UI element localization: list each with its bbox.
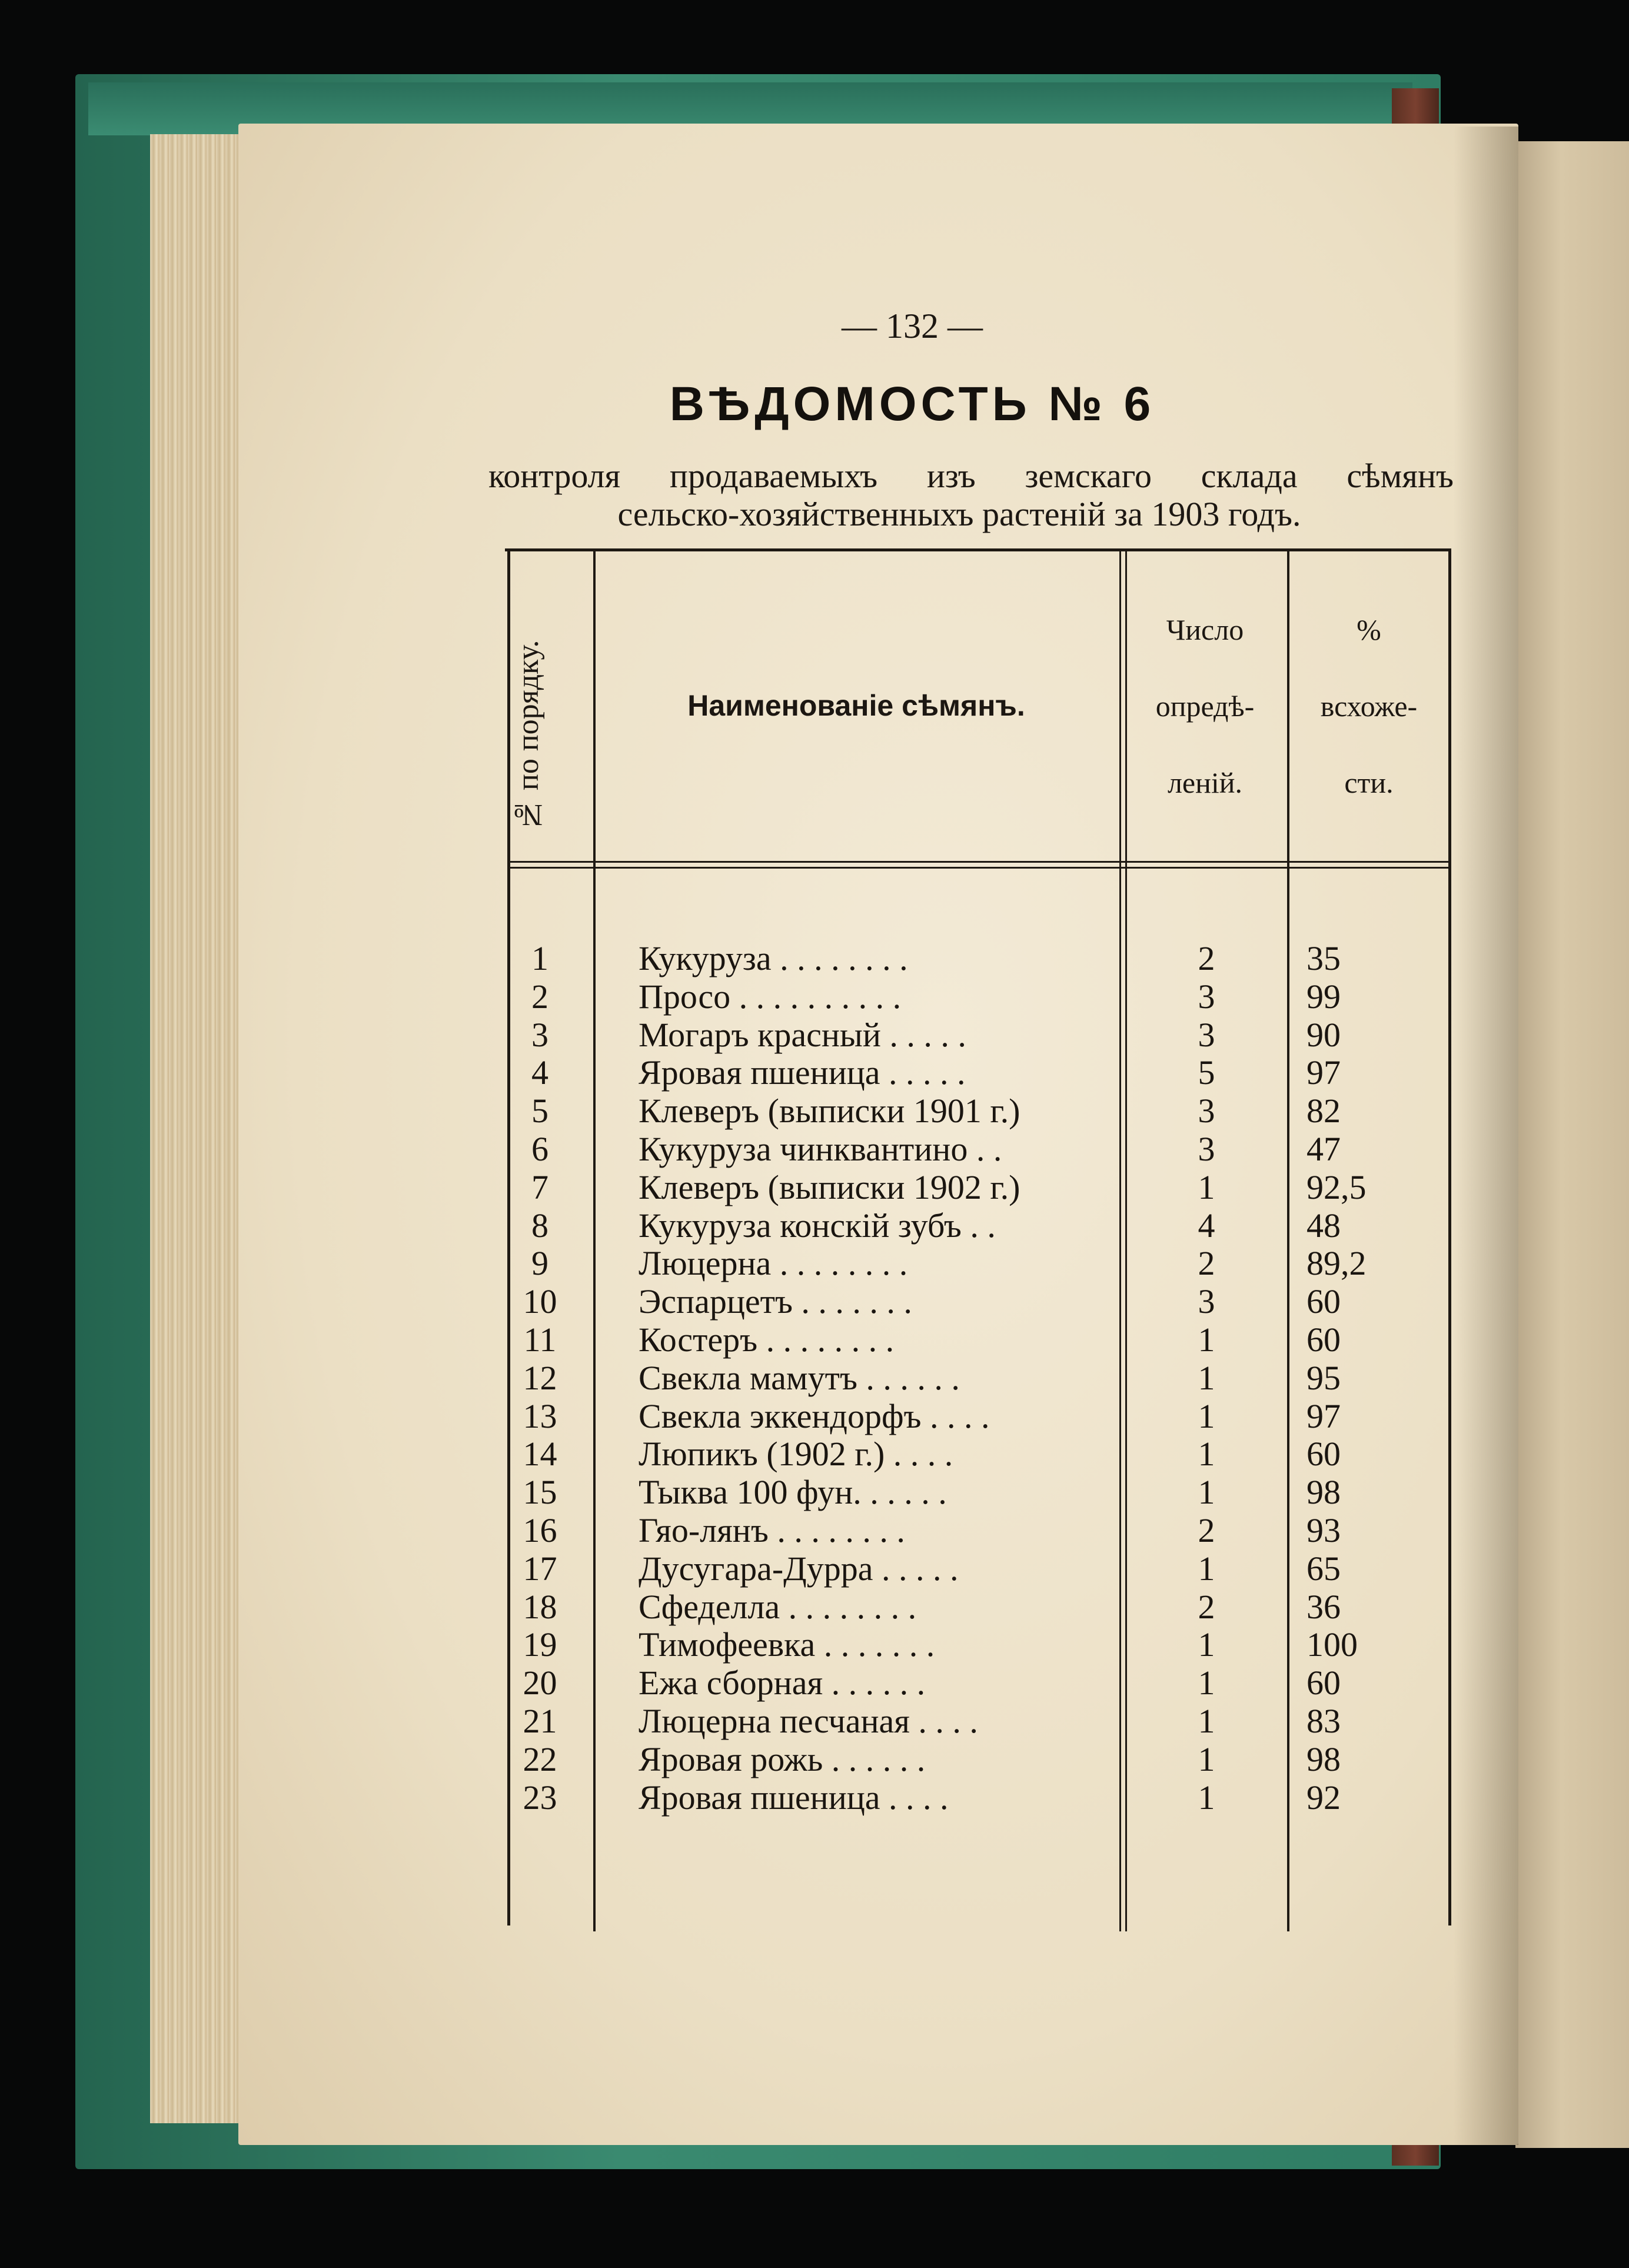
row-count: 1 bbox=[1198, 1778, 1215, 1817]
row-number: 12 bbox=[523, 1358, 557, 1397]
row-number: 1 bbox=[531, 939, 548, 977]
table-row bbox=[0, 1741, 1629, 1778]
row-germination: 60 bbox=[1306, 1321, 1341, 1359]
row-seed-name: Яровая пшеница . . . . bbox=[639, 1778, 949, 1817]
table-row bbox=[0, 1321, 1629, 1359]
row-germination: 92,5 bbox=[1306, 1168, 1367, 1206]
row-germination: 82 bbox=[1306, 1092, 1341, 1130]
row-seed-name: Свекла эккендорфъ . . . . bbox=[639, 1397, 990, 1435]
header-pct-line3: сти. bbox=[1344, 766, 1394, 799]
row-number: 2 bbox=[531, 977, 548, 1016]
row-count: 3 bbox=[1198, 977, 1215, 1016]
row-count: 1 bbox=[1198, 1740, 1215, 1778]
row-count: 1 bbox=[1198, 1396, 1215, 1435]
row-germination: 60 bbox=[1306, 1435, 1341, 1474]
header-count-line2: опредѣ- bbox=[1155, 690, 1255, 723]
row-number: 20 bbox=[523, 1664, 557, 1702]
row-count: 1 bbox=[1198, 1321, 1215, 1359]
row-germination: 95 bbox=[1306, 1358, 1341, 1397]
row-number: 7 bbox=[531, 1168, 548, 1206]
row-number: 11 bbox=[523, 1321, 557, 1359]
row-number: 13 bbox=[523, 1396, 557, 1435]
table-row bbox=[0, 978, 1629, 1016]
row-count: 1 bbox=[1198, 1664, 1215, 1702]
row-count: 1 bbox=[1198, 1549, 1215, 1588]
row-germination: 83 bbox=[1306, 1702, 1341, 1740]
table-row bbox=[0, 940, 1629, 977]
row-seed-name: Эспарцетъ . . . . . . . bbox=[639, 1283, 912, 1321]
row-number: 17 bbox=[523, 1549, 557, 1588]
row-germination: 92 bbox=[1306, 1778, 1341, 1817]
subtitle-line-1: контроля продаваемыхъ изъ земскаго склада сѣмянъ bbox=[488, 457, 1454, 495]
row-germination: 99 bbox=[1306, 977, 1341, 1016]
row-seed-name: Яровая рожь . . . . . . bbox=[639, 1740, 926, 1778]
row-number: 21 bbox=[523, 1702, 557, 1740]
row-count: 4 bbox=[1198, 1206, 1215, 1245]
row-seed-name: Клеверъ (выписки 1901 г.) bbox=[639, 1092, 1020, 1130]
page-title: ВѢДОМОСТЬ № 6 bbox=[669, 377, 1155, 431]
subtitle-line-2: сельско-хозяйственныхъ растеній за 1903 годъ. bbox=[617, 495, 1301, 533]
row-seed-name: Клеверъ (выписки 1902 г.) bbox=[639, 1168, 1020, 1206]
row-germination: 97 bbox=[1306, 1053, 1341, 1092]
row-number: 9 bbox=[531, 1244, 548, 1283]
row-number: 8 bbox=[531, 1206, 548, 1245]
row-number: 6 bbox=[531, 1130, 548, 1168]
row-seed-name: Кукуруза чинквантино . . bbox=[639, 1130, 1002, 1168]
row-count: 2 bbox=[1198, 939, 1215, 977]
row-seed-name: Люцерна песчаная . . . . bbox=[639, 1702, 978, 1740]
row-germination: 97 bbox=[1306, 1396, 1341, 1435]
row-count: 2 bbox=[1198, 1511, 1215, 1549]
row-number: 19 bbox=[523, 1625, 557, 1664]
row-number: 4 bbox=[531, 1053, 548, 1092]
row-seed-name: Тимофеевка . . . . . . . bbox=[639, 1626, 935, 1664]
row-number: 22 bbox=[523, 1740, 557, 1778]
header-count-line1: Число bbox=[1166, 613, 1244, 646]
row-count: 1 bbox=[1198, 1435, 1215, 1474]
table-row bbox=[0, 1092, 1629, 1130]
row-seed-name: Ежа сборная . . . . . . bbox=[639, 1664, 926, 1702]
row-count: 1 bbox=[1198, 1473, 1215, 1512]
row-count: 3 bbox=[1198, 1282, 1215, 1321]
header-pct-line1: % bbox=[1357, 613, 1381, 646]
row-number: 14 bbox=[523, 1435, 557, 1474]
header-pct-line2: всхоже- bbox=[1320, 690, 1418, 723]
table-row bbox=[0, 1779, 1629, 1817]
row-count: 1 bbox=[1198, 1168, 1215, 1206]
table-row bbox=[0, 1207, 1629, 1245]
row-count: 1 bbox=[1198, 1625, 1215, 1664]
row-germination: 48 bbox=[1306, 1206, 1341, 1245]
table-row bbox=[0, 1245, 1629, 1282]
row-germination: 36 bbox=[1306, 1587, 1341, 1626]
table-row bbox=[0, 1130, 1629, 1168]
table-row bbox=[0, 1626, 1629, 1664]
table-row bbox=[0, 1664, 1629, 1702]
table-row bbox=[0, 1016, 1629, 1054]
row-seed-name: Люпикъ (1902 г.) . . . . bbox=[639, 1435, 953, 1474]
row-seed-name: Сфеделла . . . . . . . . bbox=[639, 1588, 917, 1626]
table-row bbox=[0, 1398, 1629, 1435]
header-count-line3: леній. bbox=[1167, 766, 1243, 799]
row-count: 5 bbox=[1198, 1053, 1215, 1092]
row-count: 3 bbox=[1198, 1130, 1215, 1168]
row-germination: 93 bbox=[1306, 1511, 1341, 1549]
header-rule-1 bbox=[507, 861, 1449, 863]
table-row bbox=[0, 1169, 1629, 1206]
row-germination: 60 bbox=[1306, 1664, 1341, 1702]
header-number: № по порядку. bbox=[511, 640, 545, 832]
row-seed-name: Костеръ . . . . . . . . bbox=[639, 1321, 895, 1359]
row-seed-name: Люцерна . . . . . . . . bbox=[639, 1245, 908, 1283]
table-row bbox=[0, 1512, 1629, 1549]
table-row bbox=[0, 1588, 1629, 1626]
row-seed-name: Тыква 100 фун. . . . . . bbox=[639, 1474, 947, 1512]
row-germination: 90 bbox=[1306, 1015, 1341, 1054]
row-germination: 89,2 bbox=[1306, 1244, 1367, 1283]
row-number: 23 bbox=[523, 1778, 557, 1817]
row-germination: 47 bbox=[1306, 1130, 1341, 1168]
row-seed-name: Кукуруза . . . . . . . . bbox=[639, 940, 908, 977]
row-count: 3 bbox=[1198, 1015, 1215, 1054]
row-number: 5 bbox=[531, 1092, 548, 1130]
page-number: — 132 — bbox=[842, 307, 983, 345]
row-seed-name: Яровая пшеница . . . . . bbox=[639, 1054, 966, 1092]
table-row bbox=[0, 1435, 1629, 1473]
row-germination: 65 bbox=[1306, 1549, 1341, 1588]
table-row bbox=[0, 1550, 1629, 1588]
table-row bbox=[0, 1283, 1629, 1321]
table-row bbox=[0, 1359, 1629, 1397]
row-count: 3 bbox=[1198, 1092, 1215, 1130]
row-count: 1 bbox=[1198, 1358, 1215, 1397]
row-number: 16 bbox=[523, 1511, 557, 1549]
row-germination: 60 bbox=[1306, 1282, 1341, 1321]
row-number: 18 bbox=[523, 1587, 557, 1626]
table-row bbox=[0, 1474, 1629, 1511]
header-rule-2 bbox=[507, 867, 1449, 869]
row-germination: 98 bbox=[1306, 1740, 1341, 1778]
row-germination: 100 bbox=[1306, 1625, 1358, 1664]
row-count: 1 bbox=[1198, 1702, 1215, 1740]
row-number: 15 bbox=[523, 1473, 557, 1512]
row-germination: 98 bbox=[1306, 1473, 1341, 1512]
row-count: 2 bbox=[1198, 1244, 1215, 1283]
row-count: 2 bbox=[1198, 1587, 1215, 1626]
header-seed-name: Наименованіе сѣмянъ. bbox=[687, 689, 1025, 722]
table-row bbox=[0, 1054, 1629, 1092]
table-row bbox=[0, 1702, 1629, 1740]
row-number: 10 bbox=[523, 1282, 557, 1321]
row-germination: 35 bbox=[1306, 939, 1341, 977]
table-top-rule bbox=[505, 548, 1450, 551]
row-seed-name: Гяо-лянъ . . . . . . . . bbox=[639, 1512, 905, 1549]
row-seed-name: Могаръ красный . . . . . bbox=[639, 1016, 966, 1054]
row-seed-name: Свекла мамутъ . . . . . . bbox=[639, 1359, 960, 1397]
row-seed-name: Дусугара-Дурра . . . . . bbox=[639, 1549, 959, 1588]
row-number: 3 bbox=[531, 1015, 548, 1054]
row-seed-name: Просо . . . . . . . . . . bbox=[639, 977, 902, 1016]
row-seed-name: Кукуруза конскій зубъ . . bbox=[639, 1206, 996, 1245]
